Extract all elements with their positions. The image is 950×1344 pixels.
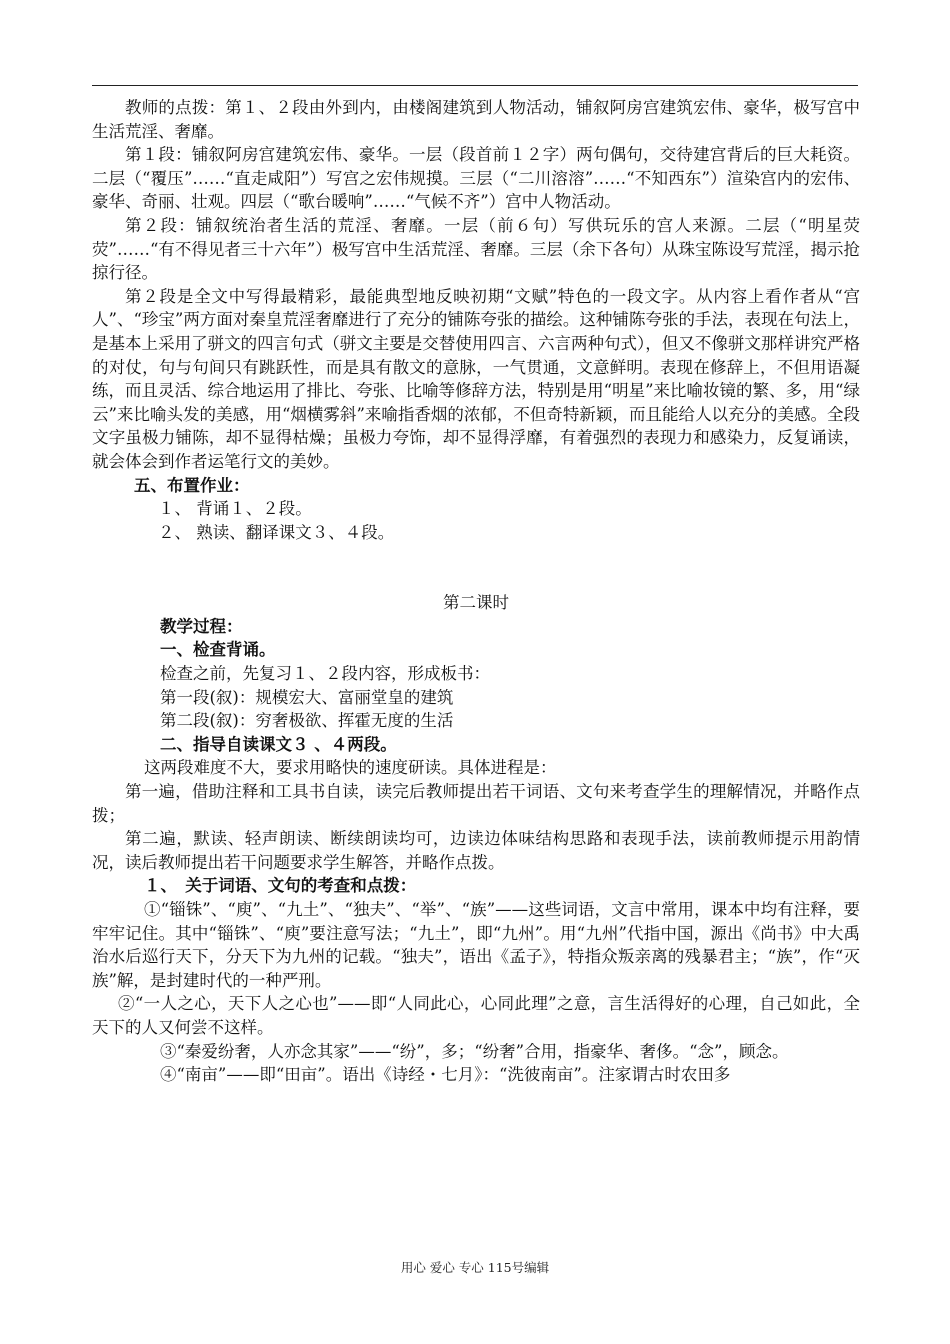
note-3: ③“秦爱纷奢，人亦念其家”——“纷”，多；“纷奢”合用，指豪华、奢侈。“念”，顾念。 <box>160 1041 789 1061</box>
paragraph-teacher-guidance: 教师的点拨：第１、２段由外到内，由楼阁建筑到人物活动，铺叙阿房宫建筑宏伟、豪华，极写宫中生活荒淫、奢靡。 <box>92 98 860 141</box>
section-1-text: 检查之前，先复习１、２段内容，形成板书： <box>160 664 490 684</box>
board-note-1: 第一段(叙)：规模宏大、富丽堂皇的建筑 <box>160 687 454 707</box>
document-page <box>92 96 860 1087</box>
section-2-heading: 二、指导自读课文３ 、４两段。 <box>160 734 397 754</box>
board-note-2: 第二段(叙)：穷奢极欲、挥霍无度的生活 <box>160 711 454 731</box>
first-reading: 第一遍，借助注释和工具书自读，读完后教师提出若干词语、文句来考查学生的理解情况，并略作点拨； <box>92 782 860 825</box>
homework-item-1: １、 背诵１、２段。 <box>158 499 312 519</box>
section-2-intro: 这两段难度不大，要求用略快的速度研读。具体进程是： <box>144 758 557 778</box>
paragraph-section-2: 第２段：铺叙统治者生活的荒淫、奢靡。一层（前６句）写供玩乐的宫人来源。二层（“明星荧荧”……“有不得见者三十六年”）极写宫中生活荒淫、奢靡。三层（余下各句）从珠宝陈设写荒淫，揭示抢掠行径。 <box>92 215 860 283</box>
spacer <box>92 544 860 591</box>
subsection-1-heading: １、 关于词语、文句的考查和点拨： <box>144 876 417 896</box>
paragraph-section-1: 第１段：铺叙阿房宫建筑宏伟、豪华。一层（段首前１２字）两句偶句，交待建宫背后的巨大耗资。二层（“覆压”……“直走咸阳”）写宫之宏伟规摸。三层（“二川溶溶”……“不知西东”）渲染宫内的宏伟、豪华、奇丽、壮观。四层（“歌台暖响”……“气候不齐”）宫中人物活动。 <box>92 145 860 212</box>
lesson-title: 第二课时 <box>443 593 509 613</box>
homework-item-2: ２、 熟读、翻译课文３、４段。 <box>158 522 395 542</box>
page-footer: 用心 爱心 专心 115号编辑 <box>400 1260 550 1275</box>
note-1: ①“锱铢”、“庾”、“九土”、“独夫”、“举”、“族”——这些词语，文言中常用，课本中均有注释，要牢牢记住。其中“锱铢”、“庾”要注意写法；“九土”，即“九州”。用“九州”代指中国，源出《尚书》中大禹治水后巡行天下，分天下为九州的记载。“独夫”，语出《孟子》，特指众叛亲离的残暴君主；“族”，作“灭族”解，是封建时代的一种严刑。 <box>92 900 860 990</box>
section-1-heading: 一、检查背诵。 <box>160 640 276 660</box>
note-2: ②“一人之心，天下人之心也”——即“人同此心，心同此理”之意，言生活得好的心理，自己如此，全天下的人又何尝不这样。 <box>92 994 860 1037</box>
second-reading: 第二遍，默读、轻声朗读、断续朗读均可，边读边体味结构思路和表现手法，读前教师提示用韵情况，读后教师提出若干问题要求学生解答，并略作点拨。 <box>92 829 860 872</box>
process-heading: 教学过程： <box>160 616 243 636</box>
note-4: ④“南亩”——即“田亩”。语出《诗经・七月》：“洗彼南亩”。注家谓古时农田多 <box>160 1065 731 1085</box>
header-rule <box>92 85 858 86</box>
homework-heading: 五、布置作业： <box>134 475 250 495</box>
paragraph-section-2-analysis: 第２段是全文中写得最精彩，最能典型地反映初期“文赋”特色的一段文字。从内容上看作者从“宫人”、“珍宝”两方面对秦皇荒淫奢靡进行了充分的铺陈夸张的描绘。这种铺陈夸张的手法，表现在句法上，是基本上采用了骈文的四言句式（骈文主要是交替使用四言、六言两种句式），但又不像骈文那样讲究严格的对仗，句与句间只有跳跃性，而是具有散文的意脉，一气贯通，文意鲜明。表现在修辞上，不但用语凝练，而且灵活、综合地运用了排比、夸张、比喻等修辞方法，特别是用“明星”来比喻妆镜的繁、多，用“绿云”来比喻头发的美感，用“烟横雾斜”来喻指香烟的浓郁，不但奇特新颖，而且能给人以充分的美感。全段文字虽极力铺陈，却不显得枯燥；虽极力夸饰，却不显得浮靡，有着强烈的表现力和感染力，反复诵读，就会体会到作者运笔行文的美妙。 <box>92 286 860 471</box>
